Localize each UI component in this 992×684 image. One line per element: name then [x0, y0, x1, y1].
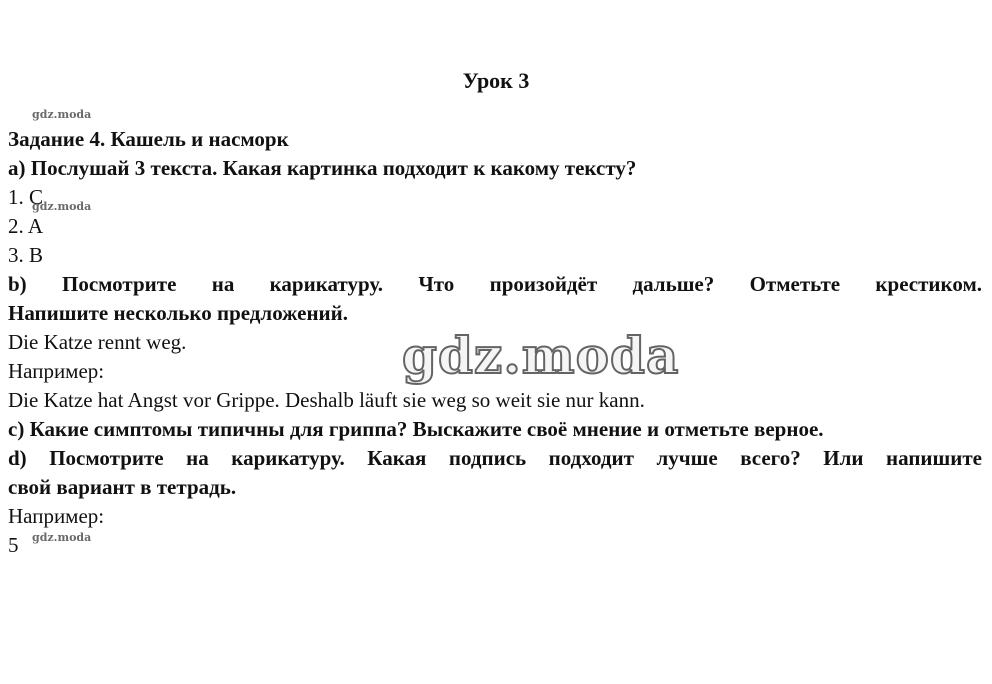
- part-a-question: а) Послушай 3 текста. Какая картинка подходит к какому тексту?: [8, 156, 637, 180]
- part-a-answer-1: 1. C: [8, 185, 44, 209]
- part-b-answer: Die Katze rennt weg.: [8, 330, 187, 354]
- part-d-answer: 5: [8, 533, 19, 557]
- part-a-answer-3: 3. B: [8, 243, 44, 267]
- part-d-example-label: Например:: [8, 504, 105, 528]
- part-c-question: c) Какие симптомы типичны для гриппа? Выскажите своё мнение и отметьте верное.: [8, 417, 824, 441]
- watermark-small-3: gdz.moda: [32, 531, 92, 544]
- part-a-answer-2: 2. A: [8, 214, 44, 238]
- part-d-question: [8, 444, 982, 502]
- part-b-question-line1: b) Посмотрите на карикатуру. Что произойдёт дальше? Отметьте крестиком.: [8, 272, 982, 296]
- watermark-small-1: gdz.moda: [32, 108, 92, 121]
- part-d-question-line1: d) Посмотрите на карикатуру. Какая подпись подходит лучше всего? Или напишите: [8, 446, 982, 470]
- part-d-question-line2: свой вариант в тетрадь.: [8, 475, 237, 499]
- watermark-small-2: gdz.moda: [32, 200, 92, 213]
- part-b-example: Die Katze hat Angst vor Grippe. Deshalb läuft sie weg so weit sie nur kann.: [8, 388, 645, 412]
- part-b-question-line2: Напишите несколько предложений.: [8, 301, 348, 325]
- part-b-question: [8, 270, 982, 328]
- task-title: Задание 4. Кашель и насморк: [8, 127, 289, 151]
- lesson-title: Урок 3: [462, 68, 530, 93]
- part-b-example-label: Например:: [8, 359, 105, 383]
- watermark-big: gdz.moda: [402, 326, 680, 385]
